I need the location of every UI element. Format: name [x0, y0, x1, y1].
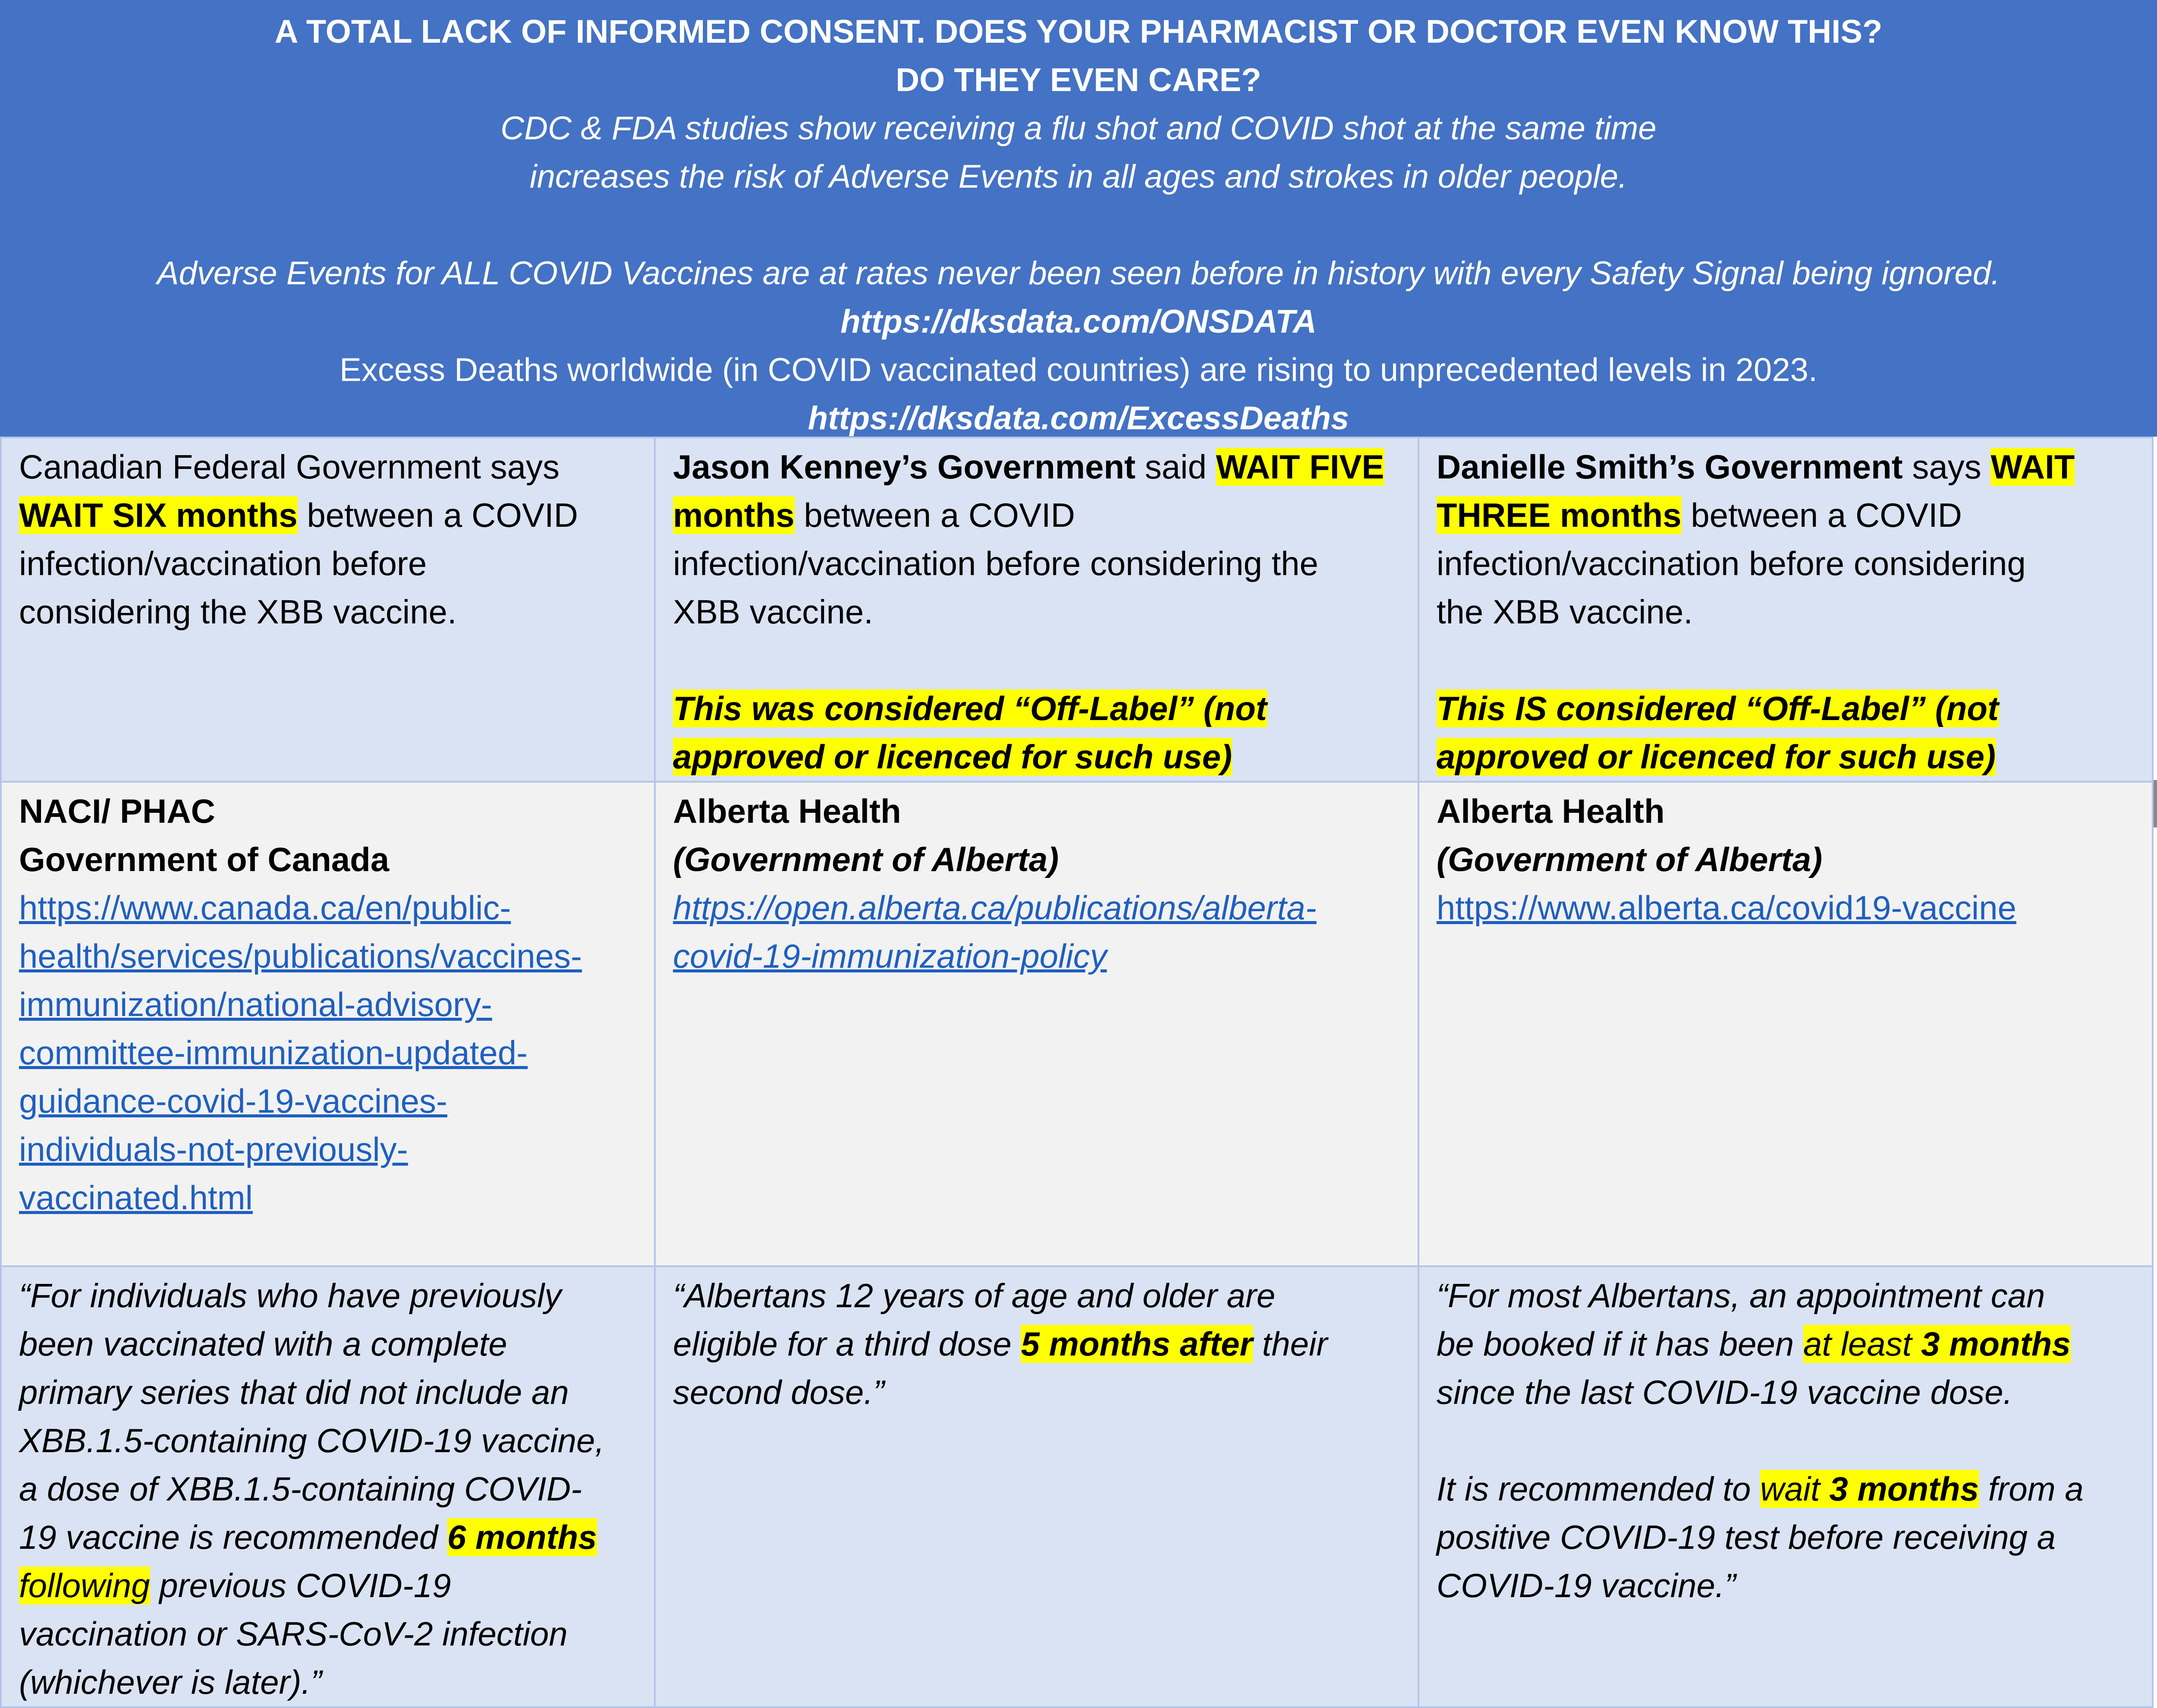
quote-line: XBB.1.5-containing COVID-19 vaccine, — [19, 1422, 605, 1460]
cell-federal-quote — [1, 1266, 655, 1707]
cell-kenney-quote — [655, 1266, 1418, 1707]
off-label-note: approved or licenced for such use) — [673, 738, 1232, 776]
highlight-wait: WAIT — [1990, 448, 2075, 486]
link-line[interactable]: vaccinated.html — [19, 1179, 253, 1217]
source-org: Alberta Health — [1437, 792, 1665, 830]
highlight-wait: wait — [1760, 1470, 1830, 1508]
header-subheadline: DO THEY EVEN CARE? — [896, 62, 1261, 98]
quote-line: “For most Albertans, an appointment can — [1437, 1277, 2045, 1315]
quote-fragment: be booked if it has been — [1437, 1325, 1803, 1363]
quote-line: been vaccinated with a complete — [19, 1325, 507, 1363]
quote-fragment: 19 vaccine is recommended — [19, 1518, 447, 1556]
spacer — [1437, 1416, 2139, 1465]
quote-line: “Albertans 12 years of age and older are — [673, 1277, 1276, 1315]
text-fragment: says — [1902, 448, 1991, 486]
text-line: infection/vaccination before — [19, 544, 427, 582]
link-line[interactable]: https://www.canada.ca/en/public- — [19, 889, 511, 927]
header-adverse-events: Adverse Events for ALL COVID Vaccines are at rates never been seen before in history with every Safety Signal being ignored. — [157, 255, 2000, 292]
cell-federal-source — [1, 782, 655, 1266]
table-row-guidance — [1, 437, 2153, 782]
quote-line: since the last COVID-19 vaccine dose. — [1437, 1373, 2013, 1411]
cell-smith-guidance — [1418, 437, 2153, 782]
source-org-sub: Government of Canada — [19, 840, 390, 878]
highlight-months: months — [673, 496, 795, 534]
header-headline: A TOTAL LACK OF INFORMED CONSENT. DOES YOUR PHARMACIST OR DOCTOR EVEN KNOW THIS? — [274, 13, 1883, 50]
quote-fragment: their — [1252, 1325, 1328, 1363]
table-row-sources — [1, 782, 2153, 1266]
source-org: Alberta Health — [673, 792, 901, 830]
link-line[interactable]: individuals-not-previously- — [19, 1130, 408, 1168]
header-link-excessdeaths[interactable]: https://dksdata.com/ExcessDeaths — [808, 400, 1349, 437]
kenney-government-label: Jason Kenney’s Government — [673, 448, 1136, 486]
quote-line: primary series that did not include an — [19, 1373, 569, 1411]
comparison-table — [0, 437, 2154, 1708]
quote-fragment: eligible for a third dose — [673, 1325, 1021, 1363]
spacer — [673, 636, 1405, 684]
table-row-quotes — [1, 1266, 2153, 1707]
text-fragment: between a COVID — [1681, 496, 1962, 534]
scroll-marker[interactable] — [2154, 780, 2157, 827]
highlight-wait-six-months: WAIT SIX months — [19, 496, 298, 534]
highlight-wait-five: WAIT FIVE — [1216, 448, 1384, 486]
highlight-3-months: 3 months — [1829, 1470, 1979, 1508]
text-line: the XBB vaccine. — [1437, 593, 1693, 631]
link-line[interactable]: immunization/national-advisory- — [19, 985, 492, 1023]
text-line: infection/vaccination before considering the — [673, 544, 1318, 582]
quote-line: second dose.” — [673, 1373, 884, 1411]
header-link-onsdata[interactable]: https://dksdata.com/ONSDATA — [840, 303, 1317, 340]
quote-fragment: from a — [1979, 1470, 2084, 1508]
source-org-sub: (Government of Alberta) — [673, 840, 1059, 878]
header-spacer — [0, 201, 2157, 249]
highlight-5-months-after: 5 months after — [1021, 1325, 1253, 1363]
highlight-3-months: 3 months — [1921, 1325, 2071, 1363]
highlight-three-months: THREE months — [1437, 496, 1682, 534]
link-line[interactable]: committee-immunization-updated- — [19, 1034, 528, 1072]
link-line[interactable]: health/services/publications/vaccines- — [19, 937, 582, 975]
text-fragment: between a COVID — [297, 496, 578, 534]
off-label-note: This was considered “Off-Label” (not — [673, 689, 1267, 727]
source-link-open-alberta[interactable] — [673, 884, 1405, 980]
off-label-note: approved or licenced for such use) — [1437, 738, 1996, 776]
cell-kenney-guidance — [655, 437, 1418, 782]
highlight-6-months: 6 months — [447, 1518, 597, 1556]
cell-federal-guidance — [1, 437, 655, 782]
cell-smith-source — [1418, 782, 2153, 1266]
cell-smith-quote — [1418, 1266, 2153, 1707]
quote-fragment: It is recommended to — [1437, 1470, 1760, 1508]
quote-line: COVID-19 vaccine.” — [1437, 1566, 1736, 1604]
source-link-alberta-ca[interactable] — [1437, 884, 2139, 932]
quote-line: vaccination or SARS-CoV-2 infection — [19, 1615, 568, 1653]
quote-line: (whichever is later).” — [19, 1663, 322, 1701]
header-banner — [0, 0, 2157, 437]
text-line: XBB vaccine. — [673, 593, 873, 631]
link-line[interactable]: guidance-covid-19-vaccines- — [19, 1082, 447, 1120]
header-cdc-line-1: CDC & FDA studies show receiving a flu shot and COVID shot at the same time — [500, 110, 1657, 147]
highlight-at-least: at least — [1803, 1325, 1921, 1363]
header-cdc-line-2: increases the risk of Adverse Events in all ages and strokes in older people. — [529, 158, 1628, 195]
source-link-canada-ca[interactable] — [19, 884, 641, 1222]
smith-government-label: Danielle Smith’s Government — [1437, 448, 1903, 486]
spacer — [1437, 636, 2139, 684]
text-line: infection/vaccination before considering — [1437, 544, 2026, 582]
highlight-following: following — [19, 1566, 150, 1604]
quote-line: “For individuals who have previously — [19, 1277, 562, 1315]
cell-kenney-source — [655, 782, 1418, 1266]
text-fragment: between a COVID — [794, 496, 1075, 534]
source-org-sub: (Government of Alberta) — [1437, 840, 1823, 878]
source-org: NACI/ PHAC — [19, 792, 216, 830]
link-line[interactable]: https://www.alberta.ca/covid19-vaccine — [1437, 889, 2016, 927]
quote-line: positive COVID-19 test before receiving a — [1437, 1518, 2056, 1556]
text-line: Canadian Federal Government says — [19, 448, 560, 486]
quote-line: a dose of XBB.1.5-containing COVID- — [19, 1470, 582, 1508]
quote-fragment: previous COVID-19 — [150, 1566, 451, 1604]
text-line: considering the XBB vaccine. — [19, 593, 457, 631]
text-fragment: said — [1135, 448, 1216, 486]
link-line[interactable]: https://open.alberta.ca/publications/alberta- — [673, 889, 1317, 927]
header-excess-deaths: Excess Deaths worldwide (in COVID vaccinated countries) are rising to unprecedented levels in 2023. — [340, 352, 1817, 388]
off-label-note: This IS considered “Off-Label” (not — [1437, 689, 1999, 727]
link-line[interactable]: covid-19-immunization-policy — [673, 937, 1107, 975]
